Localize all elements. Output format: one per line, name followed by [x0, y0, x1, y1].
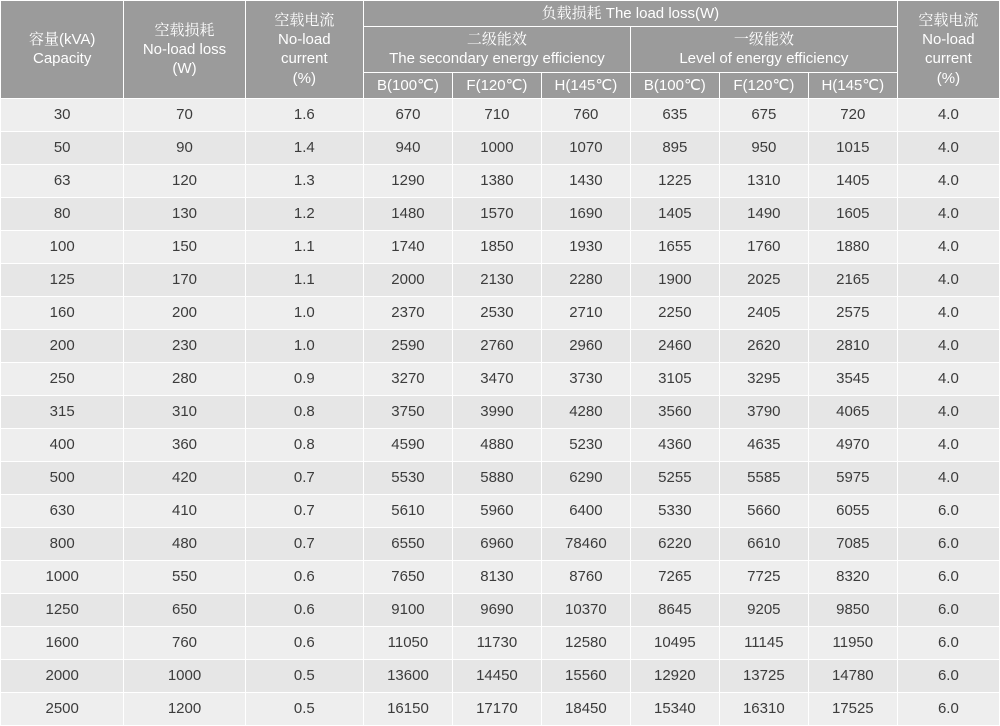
table-cell: 1.1 [245, 263, 363, 296]
table-cell: 310 [124, 395, 245, 428]
table-cell: 2250 [630, 296, 719, 329]
table-cell: 16150 [363, 692, 452, 725]
table-cell: 1880 [808, 230, 897, 263]
table-header [1, 1, 1000, 99]
col-header-secondary-efficiency: 二级能效 The secondary energy efficiency [363, 27, 630, 72]
table-cell: 3545 [808, 362, 897, 395]
table-cell: 2500 [1, 692, 124, 725]
table-cell: 8320 [808, 560, 897, 593]
table-cell: 1900 [630, 263, 719, 296]
table-cell: 550 [124, 560, 245, 593]
table-cell: 6220 [630, 527, 719, 560]
table-cell: 1760 [719, 230, 808, 263]
table-row [1, 296, 1000, 329]
table-row [1, 527, 1000, 560]
table-cell: 4.0 [897, 296, 999, 329]
col-header-secondary-b: B(100℃) [363, 72, 452, 98]
table-cell: 0.6 [245, 626, 363, 659]
table-cell: 2575 [808, 296, 897, 329]
table-cell: 1070 [541, 131, 630, 164]
table-cell: 720 [808, 98, 897, 131]
table-cell: 2405 [719, 296, 808, 329]
table-cell: 1.6 [245, 98, 363, 131]
table-cell: 9100 [363, 593, 452, 626]
table-cell: 1600 [1, 626, 124, 659]
table-cell: 250 [1, 362, 124, 395]
table-cell: 4590 [363, 428, 452, 461]
table-cell: 3990 [452, 395, 541, 428]
table-cell: 200 [1, 329, 124, 362]
table-cell: 2165 [808, 263, 897, 296]
table-cell: 16310 [719, 692, 808, 725]
table-cell: 1000 [452, 131, 541, 164]
table-cell: 6.0 [897, 494, 999, 527]
table-cell: 6400 [541, 494, 630, 527]
table-cell: 480 [124, 527, 245, 560]
table-cell: 9205 [719, 593, 808, 626]
table-cell: 5660 [719, 494, 808, 527]
table-cell: 6.0 [897, 692, 999, 725]
table-cell: 5230 [541, 428, 630, 461]
table-cell: 1605 [808, 197, 897, 230]
table-cell: 6610 [719, 527, 808, 560]
table-cell: 950 [719, 131, 808, 164]
table-row [1, 461, 1000, 494]
table-cell: 18450 [541, 692, 630, 725]
table-cell: 3790 [719, 395, 808, 428]
table-cell: 760 [124, 626, 245, 659]
table-cell: 11950 [808, 626, 897, 659]
table-cell: 130 [124, 197, 245, 230]
table-cell: 10370 [541, 593, 630, 626]
table-cell: 4.0 [897, 131, 999, 164]
table-cell: 635 [630, 98, 719, 131]
table-cell: 1690 [541, 197, 630, 230]
table-cell: 5330 [630, 494, 719, 527]
table-cell: 1.1 [245, 230, 363, 263]
table-cell: 2460 [630, 329, 719, 362]
table-cell: 4.0 [897, 329, 999, 362]
table-cell: 15560 [541, 659, 630, 692]
table-cell: 120 [124, 164, 245, 197]
table-cell: 10495 [630, 626, 719, 659]
table-cell: 500 [1, 461, 124, 494]
table-cell: 50 [1, 131, 124, 164]
table-cell: 125 [1, 263, 124, 296]
table-cell: 1740 [363, 230, 452, 263]
table-cell: 1310 [719, 164, 808, 197]
table-cell: 9690 [452, 593, 541, 626]
table-cell: 1000 [124, 659, 245, 692]
table-cell: 9850 [808, 593, 897, 626]
table-body [1, 98, 1000, 725]
table-cell: 6550 [363, 527, 452, 560]
table-cell: 5960 [452, 494, 541, 527]
table-cell: 800 [1, 527, 124, 560]
table-cell: 315 [1, 395, 124, 428]
table-cell: 15340 [630, 692, 719, 725]
table-cell: 4.0 [897, 164, 999, 197]
table-cell: 400 [1, 428, 124, 461]
table-cell: 3750 [363, 395, 452, 428]
table-cell: 760 [541, 98, 630, 131]
table-cell: 630 [1, 494, 124, 527]
table-cell: 4880 [452, 428, 541, 461]
table-cell: 63 [1, 164, 124, 197]
table-cell: 70 [124, 98, 245, 131]
table-cell: 12920 [630, 659, 719, 692]
table-cell: 14450 [452, 659, 541, 692]
table-row [1, 197, 1000, 230]
table-cell: 1.0 [245, 329, 363, 362]
table-cell: 5585 [719, 461, 808, 494]
table-row [1, 659, 1000, 692]
table-cell: 80 [1, 197, 124, 230]
table-cell: 1480 [363, 197, 452, 230]
table-cell: 410 [124, 494, 245, 527]
col-header-secondary-h: H(145℃) [541, 72, 630, 98]
table-cell: 6.0 [897, 560, 999, 593]
table-cell: 5975 [808, 461, 897, 494]
table-cell: 4970 [808, 428, 897, 461]
table-cell: 90 [124, 131, 245, 164]
table-cell: 200 [124, 296, 245, 329]
table-cell: 0.5 [245, 692, 363, 725]
table-cell: 7085 [808, 527, 897, 560]
table-cell: 0.9 [245, 362, 363, 395]
col-header-no-load-current-left: 空载电流 No-load current (%) [245, 1, 363, 99]
table-cell: 0.8 [245, 428, 363, 461]
table-cell: 940 [363, 131, 452, 164]
table-cell: 1850 [452, 230, 541, 263]
table-cell: 0.7 [245, 527, 363, 560]
table-cell: 2280 [541, 263, 630, 296]
table-cell: 6055 [808, 494, 897, 527]
table-cell: 360 [124, 428, 245, 461]
table-cell: 670 [363, 98, 452, 131]
table-row [1, 494, 1000, 527]
table-cell: 1655 [630, 230, 719, 263]
table-cell: 1.0 [245, 296, 363, 329]
table-cell: 1290 [363, 164, 452, 197]
table-cell: 1.4 [245, 131, 363, 164]
table-row [1, 164, 1000, 197]
table-cell: 1015 [808, 131, 897, 164]
table-cell: 0.7 [245, 461, 363, 494]
table-row [1, 626, 1000, 659]
table-cell: 0.6 [245, 593, 363, 626]
table-row [1, 362, 1000, 395]
table-cell: 1405 [808, 164, 897, 197]
table-cell: 4.0 [897, 230, 999, 263]
table-cell: 8645 [630, 593, 719, 626]
table-row [1, 329, 1000, 362]
col-header-level-b: B(100℃) [630, 72, 719, 98]
table-cell: 895 [630, 131, 719, 164]
table-row [1, 692, 1000, 725]
table-cell: 4635 [719, 428, 808, 461]
table-cell: 650 [124, 593, 245, 626]
table-row [1, 593, 1000, 626]
table-cell: 8130 [452, 560, 541, 593]
table-cell: 6.0 [897, 626, 999, 659]
table-row [1, 98, 1000, 131]
table-cell: 1200 [124, 692, 245, 725]
table-cell: 13600 [363, 659, 452, 692]
table-cell: 230 [124, 329, 245, 362]
table-cell: 6.0 [897, 593, 999, 626]
table-cell: 280 [124, 362, 245, 395]
table-cell: 17170 [452, 692, 541, 725]
table-cell: 6.0 [897, 659, 999, 692]
table-cell: 2025 [719, 263, 808, 296]
table-cell: 2960 [541, 329, 630, 362]
col-header-load-loss-group: 负载损耗 The load loss(W) [363, 1, 897, 27]
table-cell: 5255 [630, 461, 719, 494]
table-cell: 1000 [1, 560, 124, 593]
table-cell: 3105 [630, 362, 719, 395]
col-header-level-f: F(120℃) [719, 72, 808, 98]
table-row [1, 560, 1000, 593]
table-cell: 13725 [719, 659, 808, 692]
table-row [1, 428, 1000, 461]
table-cell: 4.0 [897, 395, 999, 428]
table-cell: 420 [124, 461, 245, 494]
table-cell: 4.0 [897, 197, 999, 230]
col-header-level-efficiency: 一级能效 Level of energy efficiency [630, 27, 897, 72]
table-row [1, 230, 1000, 263]
col-header-secondary-f: F(120℃) [452, 72, 541, 98]
table-cell: 100 [1, 230, 124, 263]
table-row [1, 131, 1000, 164]
table-cell: 2810 [808, 329, 897, 362]
table-cell: 4280 [541, 395, 630, 428]
table-cell: 1570 [452, 197, 541, 230]
table-cell: 0.5 [245, 659, 363, 692]
table-row [1, 395, 1000, 428]
table-cell: 4.0 [897, 263, 999, 296]
table-cell: 1.3 [245, 164, 363, 197]
table-cell: 0.6 [245, 560, 363, 593]
table-cell: 1405 [630, 197, 719, 230]
table-cell: 6960 [452, 527, 541, 560]
col-header-capacity: 容量(kVA) Capacity [1, 1, 124, 99]
table-cell: 160 [1, 296, 124, 329]
table-cell: 3295 [719, 362, 808, 395]
table-cell: 14780 [808, 659, 897, 692]
table-cell: 12580 [541, 626, 630, 659]
table-cell: 4065 [808, 395, 897, 428]
table-cell: 6290 [541, 461, 630, 494]
table-cell: 2000 [363, 263, 452, 296]
table-cell: 4360 [630, 428, 719, 461]
table-cell: 2130 [452, 263, 541, 296]
table-cell: 30 [1, 98, 124, 131]
table-cell: 4.0 [897, 428, 999, 461]
table-cell: 0.7 [245, 494, 363, 527]
table-cell: 78460 [541, 527, 630, 560]
table-cell: 1380 [452, 164, 541, 197]
table-cell: 11145 [719, 626, 808, 659]
table-cell: 150 [124, 230, 245, 263]
table-cell: 6.0 [897, 527, 999, 560]
table-cell: 7650 [363, 560, 452, 593]
table-cell: 5880 [452, 461, 541, 494]
table-cell: 170 [124, 263, 245, 296]
table-cell: 1430 [541, 164, 630, 197]
table-cell: 710 [452, 98, 541, 131]
table-cell: 3730 [541, 362, 630, 395]
table-cell: 3470 [452, 362, 541, 395]
table-cell: 11050 [363, 626, 452, 659]
table-cell: 1490 [719, 197, 808, 230]
table-cell: 4.0 [897, 98, 999, 131]
table-cell: 1.2 [245, 197, 363, 230]
table-cell: 7265 [630, 560, 719, 593]
table-cell: 2530 [452, 296, 541, 329]
table-cell: 11730 [452, 626, 541, 659]
table-cell: 4.0 [897, 461, 999, 494]
col-header-no-load-current-right: 空载电流 No-load current (%) [897, 1, 999, 99]
table-cell: 7725 [719, 560, 808, 593]
table-cell: 675 [719, 98, 808, 131]
table-cell: 5530 [363, 461, 452, 494]
col-header-level-h: H(145℃) [808, 72, 897, 98]
table-cell: 3270 [363, 362, 452, 395]
table-cell: 0.8 [245, 395, 363, 428]
table-row [1, 263, 1000, 296]
table-cell: 3560 [630, 395, 719, 428]
table-cell: 1930 [541, 230, 630, 263]
table-cell: 8760 [541, 560, 630, 593]
table-cell: 1225 [630, 164, 719, 197]
table-cell: 1250 [1, 593, 124, 626]
table-cell: 2000 [1, 659, 124, 692]
table-cell: 2760 [452, 329, 541, 362]
table-cell: 5610 [363, 494, 452, 527]
table-cell: 2590 [363, 329, 452, 362]
table-cell: 17525 [808, 692, 897, 725]
header-row-1 [1, 1, 1000, 27]
table-cell: 2710 [541, 296, 630, 329]
col-header-no-load-loss: 空载损耗 No-load loss (W) [124, 1, 245, 99]
table-cell: 2620 [719, 329, 808, 362]
table-cell: 2370 [363, 296, 452, 329]
table-cell: 4.0 [897, 362, 999, 395]
